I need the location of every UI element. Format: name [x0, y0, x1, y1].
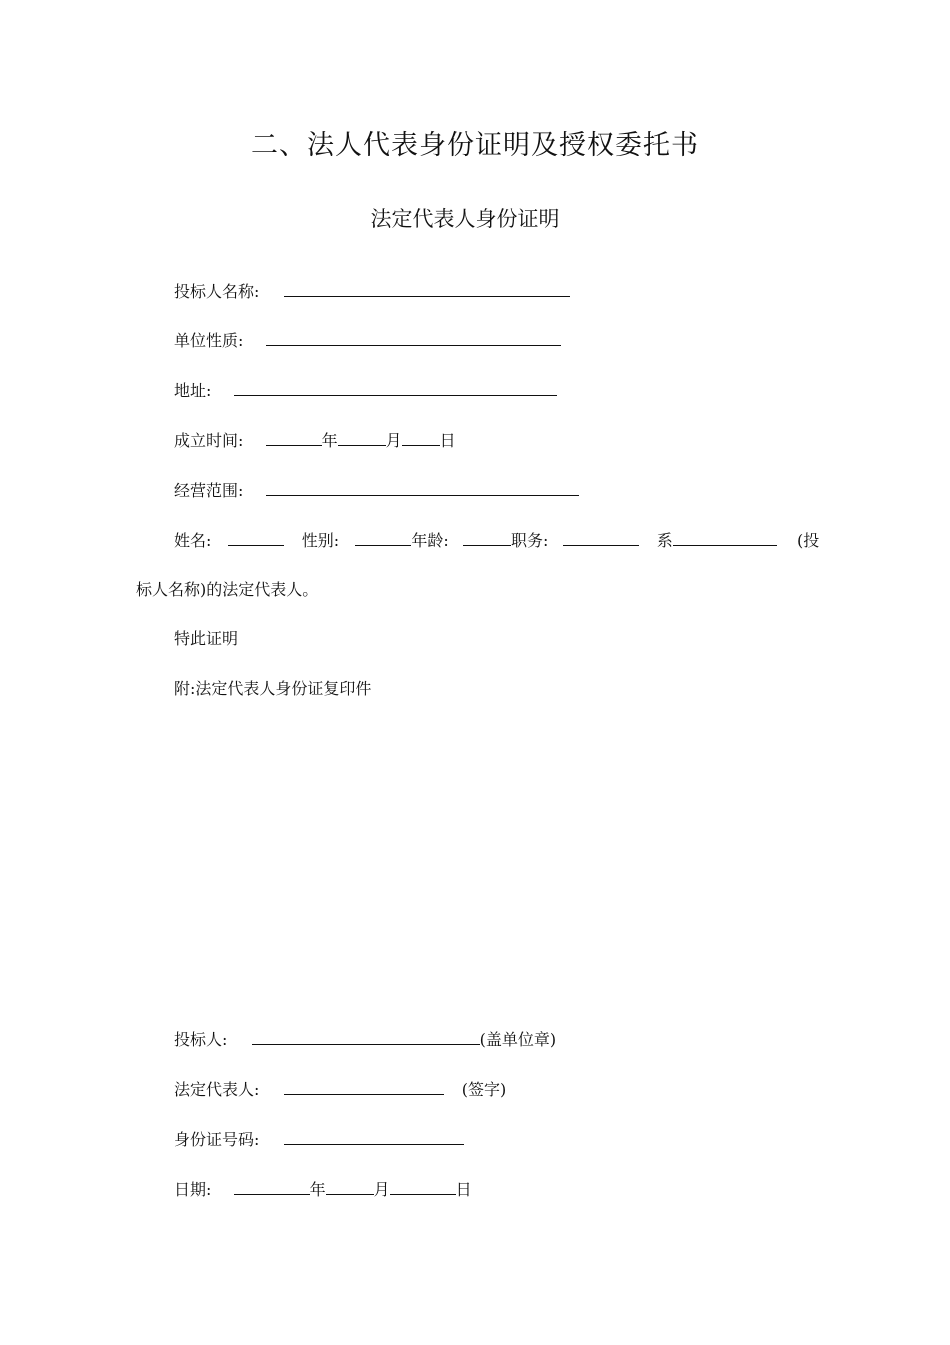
- section-subtitle: 法定代表人身份证明: [370, 207, 560, 231]
- id-number-blank[interactable]: [284, 1127, 464, 1145]
- date-day-label: 日: [455, 1180, 472, 1199]
- unit-nature-row: [174, 328, 561, 353]
- legal-rep-label: 法定代表人:: [174, 1080, 260, 1099]
- bidder-blank[interactable]: [252, 1027, 480, 1045]
- statement-text: 特此证明: [174, 629, 239, 648]
- bidder-name-row: [174, 279, 570, 304]
- bidder-label: 投标人:: [174, 1030, 228, 1049]
- id-number-row: [174, 1127, 464, 1152]
- address-row: [174, 378, 557, 403]
- age-label: 年龄:: [411, 531, 449, 550]
- business-scope-label: 经营范围:: [174, 481, 244, 500]
- date-label: 日期:: [174, 1180, 212, 1199]
- date-month-blank[interactable]: [326, 1177, 374, 1195]
- unit-nature-blank[interactable]: [266, 328, 561, 346]
- person-info-row: [174, 528, 819, 553]
- age-blank[interactable]: [463, 528, 511, 546]
- year-label: 年: [321, 431, 338, 450]
- name-label: 姓名:: [174, 531, 212, 550]
- date-year-label: 年: [309, 1180, 326, 1199]
- business-scope-row: [174, 478, 579, 503]
- legal-rep-blank[interactable]: [284, 1077, 444, 1095]
- business-scope-blank[interactable]: [266, 478, 579, 496]
- established-year-blank[interactable]: [266, 428, 322, 446]
- company-blank[interactable]: [673, 528, 777, 546]
- legal-rep-continuation: 标人名称)的法定代表人。: [136, 580, 319, 599]
- bidder-signature-row: [174, 1027, 556, 1052]
- gender-blank[interactable]: [355, 528, 411, 546]
- address-label: 地址:: [174, 381, 212, 400]
- bidder-open-text: (投: [796, 531, 820, 550]
- sign-note: (签字): [461, 1080, 507, 1099]
- established-row: [174, 428, 456, 453]
- established-month-blank[interactable]: [338, 428, 386, 446]
- established-day-blank[interactable]: [402, 428, 440, 446]
- position-blank[interactable]: [563, 528, 639, 546]
- month-label: 月: [385, 431, 402, 450]
- id-number-label: 身份证号码:: [174, 1130, 260, 1149]
- date-year-blank[interactable]: [234, 1177, 310, 1195]
- relation-label: 系: [656, 531, 673, 550]
- established-label: 成立时间:: [174, 431, 244, 450]
- bidder-name-label: 投标人名称:: [174, 282, 260, 301]
- legal-rep-signature-row: [174, 1077, 506, 1102]
- date-day-blank[interactable]: [390, 1177, 456, 1195]
- gender-label: 性别:: [301, 531, 340, 550]
- attachment-text: 附:法定代表人身份证复印件: [174, 679, 372, 698]
- unit-nature-label: 单位性质:: [174, 331, 244, 350]
- document-title: 二、法人代表身份证明及授权委托书: [251, 130, 699, 161]
- date-row: [174, 1177, 472, 1202]
- address-blank[interactable]: [234, 378, 557, 396]
- position-label: 职务:: [510, 531, 549, 550]
- date-month-label: 月: [373, 1180, 390, 1199]
- name-blank[interactable]: [228, 528, 284, 546]
- day-label: 日: [439, 431, 456, 450]
- bidder-name-blank[interactable]: [284, 279, 570, 297]
- seal-note: (盖单位章): [479, 1030, 557, 1049]
